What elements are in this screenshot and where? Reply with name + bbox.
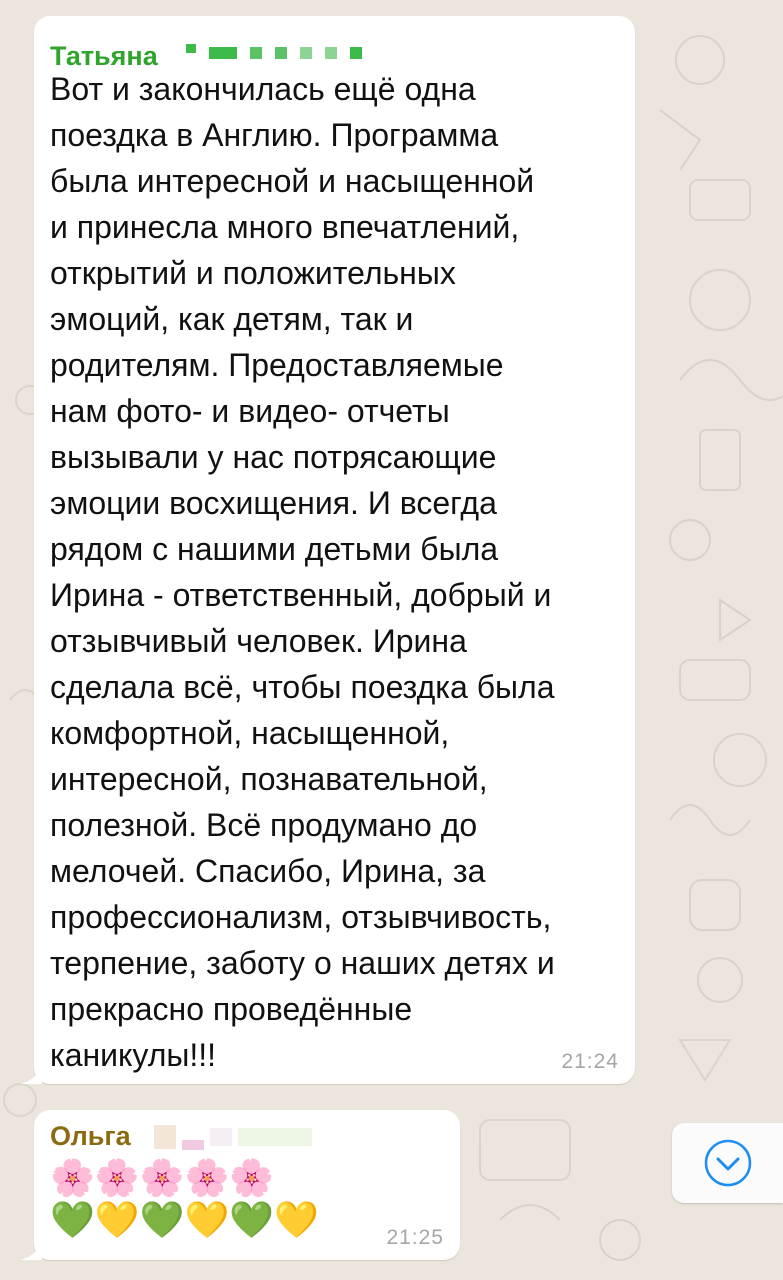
emoji-row-hearts: 💚💛💚💛💚💛 [50, 1199, 319, 1240]
message-bubble-tatyana[interactable] [34, 16, 635, 1084]
message-timestamp: 21:25 [386, 1226, 444, 1249]
message-timestamp: 21:24 [561, 1050, 619, 1073]
sender-name[interactable]: Татьяна [50, 41, 158, 71]
message-text: Вот и закончилась ещё одна поездка в Англию. Программа была интересной и насыщенной и принесла много впечатлений, открытий и положительных эмоций, как детям, так и родителям. Предоставляемые нам фото- и видео- отчеты вызывали у нас потрясающие эмоции восхищения. И всегда рядом с нашими детьми была Ирина - ответственный, добрый и отзывчивый человек. Ирина сделала всё, чтобы поездка была комфортной, насыщенной, интересной, познавательной, полезной. Всё продумано до мелочей. Спасибо, Ирина, за профессионализм, отзывчивость, терпение, заботу о наших детях и прекрасно проведённые каникулы!!! [50, 71, 555, 1073]
chevron-down-circle-icon [703, 1138, 753, 1188]
redacted-phone [186, 47, 362, 59]
sender-name[interactable]: Ольга [50, 1121, 131, 1151]
redacted-phone [154, 1124, 312, 1150]
bubble-tail-icon [20, 1064, 42, 1084]
bubble-tail-icon [20, 1240, 42, 1260]
scroll-to-bottom-button[interactable] [672, 1123, 783, 1203]
emoji-row-flowers: 🌸🌸🌸🌸🌸 [50, 1157, 275, 1198]
message-bubble-olga[interactable] [34, 1110, 460, 1260]
